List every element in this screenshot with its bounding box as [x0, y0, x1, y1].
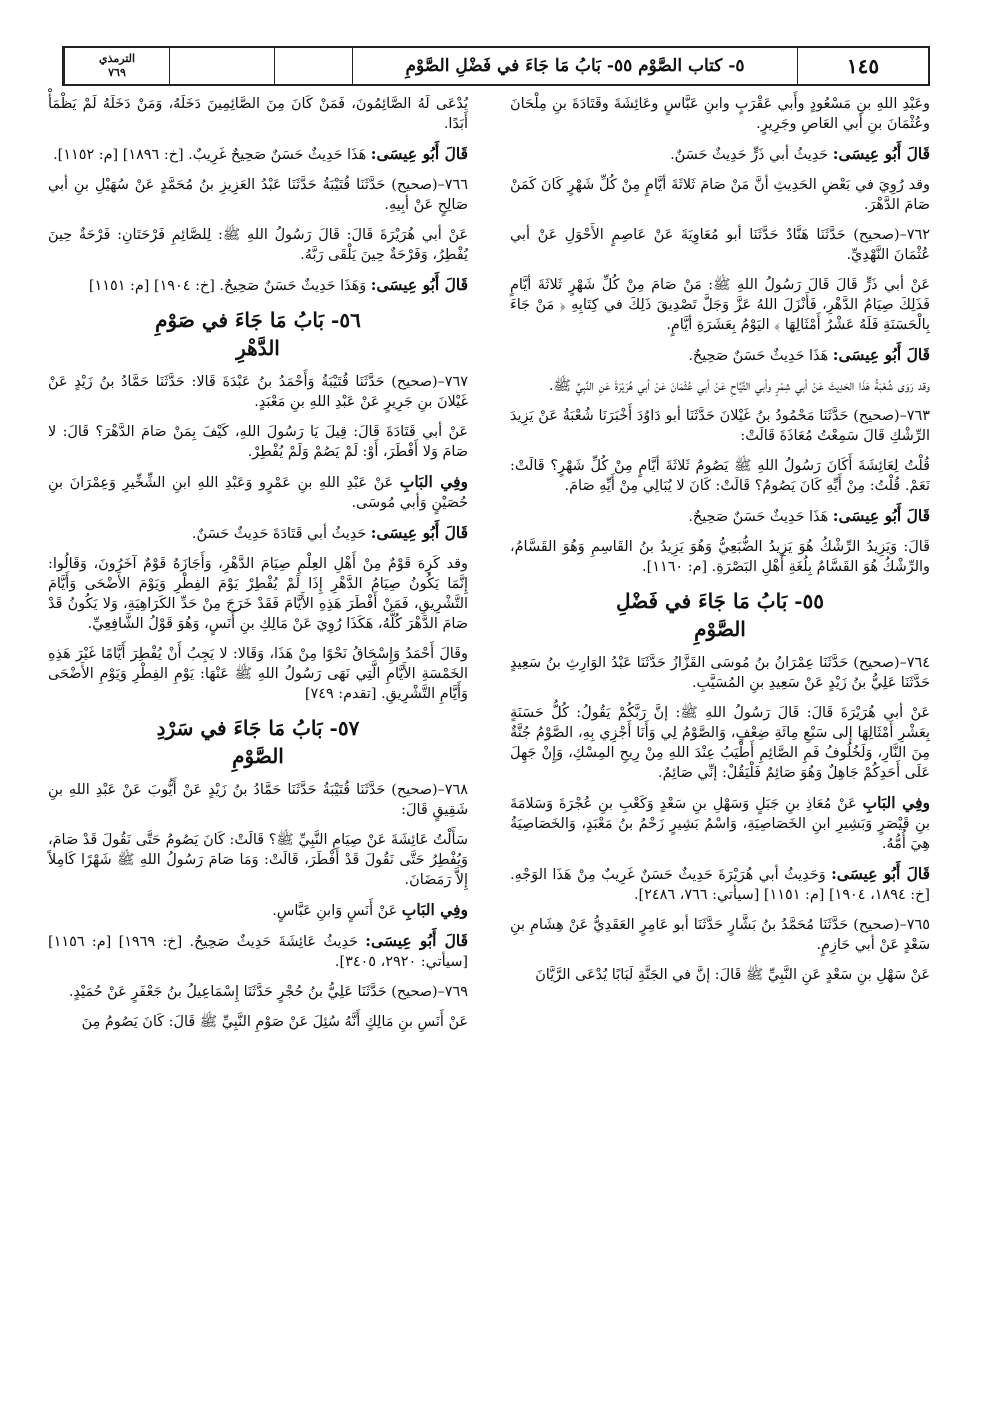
- paragraph-text: ٧٦٤–(صحيح) حَدَّثَنَا عِمْرَانُ بنُ مُوسَى القَزَّازُ حَدَّثَنَا عَبْدُ الوَارِثِ بنُ سَعِيدٍ حَدَّثَنَا عَلِيُّ بنُ زَيْدٍ عَنْ سَعِيدِ بنِ المُسَيَّبِ.: [510, 655, 930, 691]
- paragraph-text: وقد رُوِيَ في بَعْضِ الحَدِيثِ أنَّ مَنْ صَامَ ثَلاثَةَ أيَّامٍ مِنْ كُلِّ شَهْرٍ كَانَ كَمَنْ صَامَ الدَّهْرَ.: [510, 177, 930, 213]
- text-paragraph: [48, 144, 468, 165]
- paragraph-text: عَنْ أبي هُرَيْرَةَ قَالَ: قَالَ رَسُولُ اللهِ ﷺ: لِلصَّائِمِ فَرْحَتَانِ: فَرْحَةٌ حِينَ يُفْطِرُ، وَفَرْحَةٌ حِينَ يَلْقَى رَبَّهُ.: [48, 227, 468, 263]
- paragraph-text: عَنْ أبي قَتَادَةَ قَالَ: قِيلَ يَا رَسُولَ اللهِ، كَيْفَ بِمَنْ صَامَ الدَّهْرَ؟ قَالَ: لا صَامَ وَلا أَفْطَرَ، أَوْ: لَمْ يَصُمْ وَلَمْ يُفْطِرْ.: [48, 424, 468, 460]
- text-paragraph: [510, 144, 930, 165]
- keyword-label: وفِي البَابِ: [401, 900, 468, 919]
- paragraph-text: وَحَدِيثُ أبي هُرَيْرَةَ حَدِيثٌ حَسَنٌ غَرِيبٌ مِنْ هَذَا الوَجْهِ. [خ: ١٨٩٤، ١٩٠٤] [م: ١١٥١] [سيأتي: ٧٦٦، ٢٤٨٦].: [510, 867, 930, 903]
- text-paragraph: [48, 275, 468, 296]
- paragraph-text: ٧٦٢–(صحيح) حَدَّثَنَا هَنَّادٌ حَدَّثَنَا أبو مُعَاوِيَةَ عَنْ عَاصِمٍ الأَحْوَلِ عَنْ أبي عُثْمَانَ النَّهْدِيِّ.: [510, 227, 930, 263]
- chapter-heading: [48, 306, 468, 362]
- chapter-heading-line: الدَّهْرِ: [236, 336, 280, 360]
- volume-number: ٧٦٩: [108, 66, 126, 79]
- paragraph-text: ٧٦٨–(صحيح) حَدَّثَنَا قُتَيْبَةُ حَدَّثَنَا حَمَّادُ بنُ زَيْدٍ عَنْ أَيُّوبَ عَنْ عَبْدِ اللهِ بنِ شَقِيقٍ قَالَ:: [48, 782, 468, 818]
- keyword-label: قَالَ أَبُو عِيسَى:: [832, 506, 930, 525]
- chapter-heading-line: ٥٥- بَابُ مَا جَاءَ في فَضْلِ: [615, 589, 825, 613]
- text-paragraph: [48, 94, 468, 134]
- paragraph-text: عَنْ أَنَسٍ وَابنِ عَبَّاسٍ.: [272, 903, 402, 919]
- text-paragraph: [510, 225, 930, 265]
- paragraph-text: عَنْ عَبْدِ اللهِ بنِ عَمْرٍو وَعَبْدِ اللهِ ابنِ الشِّخِّيرِ وَعِمْرَانَ بنِ حُصَيْنٍ وَأبي مُوسَى.: [48, 475, 468, 511]
- chapter-heading: [510, 587, 930, 643]
- text-paragraph: [510, 175, 930, 215]
- text-paragraph: [48, 1012, 468, 1032]
- paragraph-text: وقَالَ أَحْمَدُ وَإِسْحَاقُ نَحْوًا مِنْ هَذَا، وَقَالا: لا يَجِبُ أَنْ يُفْطِرَ أَيَّامًا غَيْرَ هَذِهِ الخَمْسَةِ الأَيَّامِ الَّتِي نَهَى رَسُولُ اللهِ ﷺ عَنْهَا: يَوْمِ الفِطْرِ وَيَوْمِ الأَضْحَى وَأَيَّامِ التَّشْرِيقِ. [تقدم: ٧٤٩]: [48, 646, 468, 702]
- running-header: [62, 46, 930, 86]
- text-paragraph: [48, 982, 468, 1002]
- text-paragraph: [510, 653, 930, 693]
- text-paragraph: [48, 175, 468, 215]
- header-empty-cell: [169, 48, 274, 84]
- text-paragraph: [48, 931, 468, 972]
- paragraph-text: ٧٦٣–(صحيح) حَدَّثَنَا مَحْمُودُ بنُ غَيْلانَ حَدَّثَنَا أبو دَاوُدَ أَخْبَرَنَا شُعْبَةُ عَنْ يَزِيدَ الرِّشْكِ قَالَ سَمِعْتُ مُعَاذَةَ قَالَتْ:: [510, 408, 930, 444]
- paragraph-text: هَذَا حَدِيثٌ حَسَنٌ صَحِيحٌ غَرِيبٌ. [خ: ١٨٩٦] [م: ١١٥٢].: [53, 147, 371, 163]
- text-paragraph: [48, 830, 468, 890]
- text-paragraph: [48, 554, 468, 634]
- text-paragraph: [48, 472, 468, 513]
- paragraph-text: ٧٦٥–(صحيح) حَدَّثَنَا مُحَمَّدُ بنُ بَشَّارٍ حَدَّثَنَا أبو عَامِرٍ العَقَدِيُّ عَنْ هِشَامِ بنِ سَعْدٍ عَنْ أبي حَازِمٍ.: [510, 917, 930, 953]
- paragraph-text: عَنْ أَنَسِ بنِ مَالِكٍ أَنَّهُ سُئِلَ عَنْ صَوْمِ النَّبِيِّ ﷺ قَالَ: كَانَ يَصُومُ مِنَ: [81, 1014, 468, 1030]
- keyword-label: وفِي البَابِ: [399, 472, 469, 491]
- paragraph-text: يُدْعَى لَهُ الصَّائِمُونَ، فَمَنْ كَانَ مِنَ الصَّائِمِينَ دَخَلَهُ، وَمَنْ دَخَلَهُ لَمْ يَظْمَأْ أَبَدًا.: [48, 96, 468, 132]
- text-paragraph: [48, 372, 468, 412]
- keyword-label: قَالَ أَبُو عِيسَى:: [832, 345, 930, 364]
- keyword-label: قَالَ أَبُو عِيسَى:: [370, 275, 468, 294]
- paragraph-text: وعَبْدِ اللهِ بنِ مَسْعُودٍ وأَبي عَقْرَبٍ وابنِ عَبَّاسٍ وعَائِشَةَ وقَتَادَةَ بنِ مِلْحَانَ وعُثْمَانَ بنِ أبي العَاصِ وجَرِيرٍ.: [510, 96, 930, 132]
- keyword-label: قَالَ أَبُو عِيسَى:: [365, 931, 468, 950]
- chapter-heading-line: ٥٧- بَابُ مَا جَاءَ في سَرْدِ: [156, 716, 360, 740]
- text-paragraph: [510, 506, 930, 527]
- text-paragraph: [48, 900, 468, 921]
- text-paragraph: [48, 523, 468, 544]
- header-empty-cell: [274, 48, 352, 84]
- paragraph-text: عَنْ أبي هُرَيْرَةَ قَالَ: قَالَ رَسُولُ اللهِ ﷺ: إنَّ رَبَّكُمْ يَقُولُ: كُلُّ حَسَنَةٍ بِعَشْرِ أَمْثَالِهَا إلى سَبْعِ مِائَةِ ضِعْفٍ، وَالصَّوْمُ لِي وَأَنَا أَجْزِي بِهِ، الصَّوْمُ جُنَّةٌ مِنَ النَّارِ، وَلَخُلُوفُ فَمِ الصَّائِمِ أَطْيَبُ عِنْدَ اللهِ مِنْ رِيحِ المِسْكِ، وَإِنْ جَهِلَ عَلَى أَحَدِكُمْ جَاهِلٌ وَهُوَ صَائِمٌ فَلْيَقُلْ: إنِّي صَائِمٌ.: [510, 705, 930, 781]
- text-paragraph: [510, 456, 930, 496]
- text-paragraph: [510, 915, 930, 955]
- paragraph-text: حَدِيثُ أبي ذَرٍّ حَدِيثٌ حَسَنٌ.: [670, 147, 833, 163]
- paragraph-text: عَنْ مُعَاذِ بنِ جَبَلٍ وَسَهْلِ بنِ سَعْدٍ وَكَعْبِ بنِ عُجْرَةَ وَسَلامَةَ بنِ قَيْصَرٍ وَبَشِيرِ ابنِ الخَصَاصِيَةِ، وَاسْمُ بَشِيرٍ زَحْمُ بنُ مَعْبَدٍ، وَالخَصَاصِيَةُ هِيَ أُمُّهُ.: [510, 796, 930, 852]
- chapter-heading-line: الصَّوْمِ: [232, 744, 284, 768]
- paragraph-text: عَنْ أبي ذَرٍّ قَالَ قَالَ رَسُولُ اللهِ ﷺ: مَنْ صَامَ مِنْ كُلِّ شَهْرٍ ثَلاثَةَ أيَّامٍ فَذَلِكَ صِيَامُ الدَّهْرِ، فَأَنْزَلَ اللهُ عَزَّ وَجَلَّ تَصْدِيقَ ذَلِكَ في كِتَابِهِ ﴿ مَنْ جَاءَ بِالْحَسَنَةِ فَلَهُ عَشْرُ أَمْثَالِهَا ﴾ اليَوْمُ بِعَشَرَةِ أيَّامٍ.: [510, 277, 930, 333]
- paragraph-text: ٧٦٩–(صحيح) حَدَّثَنَا عَلِيُّ بنُ حُجْرٍ حَدَّثَنَا إِسْمَاعِيلُ بنُ جَعْفَرٍ عَنْ حُمَيْدٍ.: [68, 984, 468, 1000]
- text-paragraph: [510, 345, 930, 366]
- paragraph-text: عَنْ سَهْلِ بنِ سَعْدٍ عَنِ النَّبِيِّ ﷺ قَالَ: إنَّ في الجَنَّةِ لَبَابًا يُدْعَى الرَّيَّانَ: [535, 967, 930, 983]
- text-paragraph: [510, 275, 930, 335]
- paragraph-text: ٧٦٦–(صحيح) حَدَّثَنَا قُتَيْبَةُ حَدَّثَنَا عَبْدُ العَزِيزِ بنُ مُحَمَّدٍ عَنْ سُهَيْلِ بنِ أبي صَالِحٍ عَنْ أبِيهِ.: [48, 177, 468, 213]
- text-paragraph: [510, 537, 930, 577]
- text-paragraph: [510, 406, 930, 446]
- book-name: الترمذي: [98, 52, 136, 65]
- text-paragraph: [510, 376, 930, 396]
- left-column: [48, 94, 468, 1042]
- text-paragraph: [510, 793, 930, 854]
- paragraph-text: سَأَلْتُ عَائِشَةَ عَنْ صِيَامِ النَّبِيِّ ﷺ؟ قَالَتْ: كَانَ يَصُومُ حَتَّى نَقُولَ قَدْ صَامَ، وَيُفْطِرُ حَتَّى نَقُولَ قَدْ أَفْطَرَ، قَالَتْ: وَمَا صَامَ رَسُولُ اللهِ ﷺ شَهْرًا كَامِلاً إِلاَّ رَمَضَانَ.: [48, 832, 468, 888]
- paragraph-text: وَهَذَا حَدِيثٌ حَسَنٌ صَحِيحٌ. [خ: ١٩٠٤] [م: ١١٥١]: [88, 278, 371, 294]
- paragraph-text: وقد كَرِهَ قَوْمٌ مِنْ أَهْلِ العِلْمِ صِيَامَ الدَّهْرِ، وَأَجَازَهُ قَوْمٌ آخَرُونَ، وَقَالُوا: إِنَّمَا يَكُونُ صِيَامُ الدَّهْرِ إِذَا لَمْ يُفْطِرْ يَوْمَ الفِطْرِ وَيَوْمَ الأَضْحَى وَأَيَّامَ التَّشْرِيقِ، فَمَنْ أَفْطَرَ هَذِهِ الأَيَّامَ فَقَدْ خَرَجَ مِنْ حَدِّ الكَرَاهِيَةِ، وَلا يَكُونُ قَدْ صَامَ الدَّهْرَ كُلَّهُ، هَكَذَا رُوِيَ عَنْ مَالِكِ بنِ أَنَسٍ، وَهُوَ قَوْلُ الشَّافِعِيِّ.: [48, 556, 468, 632]
- chapter-heading: [48, 714, 468, 770]
- keyword-label: قَالَ أَبُو عِيسَى:: [831, 864, 930, 883]
- text-paragraph: [48, 780, 468, 820]
- text-paragraph: [510, 965, 930, 985]
- chapter-heading-line: الصَّوْمِ: [694, 617, 746, 641]
- text-paragraph: [48, 422, 468, 462]
- paragraph-text: وقد رَوَى شُعْبَةُ هَذَا الحَدِيثَ عَنْ أبي شِمْرٍ وأبي التَّيَّاحِ عَنْ أبي عُثْمَانَ عَنْ أبي هُرَيْرَةَ عَنِ النَّبِيِّ ﷺ.: [548, 378, 930, 394]
- keyword-label: وفِي البَابِ: [862, 793, 930, 812]
- book-reference: [64, 48, 169, 84]
- text-paragraph: [48, 225, 468, 265]
- keyword-label: قَالَ أَبُو عِيسَى:: [370, 523, 468, 542]
- text-paragraph: [510, 864, 930, 905]
- keyword-label: قَالَ أَبُو عِيسَى:: [832, 144, 930, 163]
- paragraph-text: هَذَا حَدِيثٌ حَسَنٌ صَحِيحٌ.: [688, 509, 833, 525]
- chapter-heading-line: ٥٦- بَابُ مَا جَاءَ في صَوْمِ: [155, 308, 361, 332]
- keyword-label: قَالَ أَبُو عِيسَى:: [370, 144, 468, 163]
- right-column: [510, 94, 930, 995]
- paragraph-text: قَالَ: وَيَزِيدُ الرِّشْكُ هُوَ يَزِيدُ الضُّبَعِيُّ وَهُوَ يَزِيدُ بنُ القَاسِمِ وَهُوَ القَسَّامُ، والرِّشْكُ هُوَ القَسَّامُ بِلُغَةِ أَهْلِ البَصْرَةِ. [م: ١١٦٠].: [510, 539, 930, 575]
- paragraph-text: قُلْتُ لِعَائِشَةَ أَكَانَ رَسُولُ اللهِ ﷺ يَصُومُ ثَلاثَةَ أيَّامٍ مِنْ كُلِّ شَهْرٍ؟ قَالَتْ: نَعَمْ. قُلْتُ: مِنْ أَيِّهِ كَانَ يَصُومُ؟ قَالَتْ: كَانَ لا يُبَالِي مِنْ أَيِّهِ صَامَ.: [510, 458, 930, 494]
- text-paragraph: [48, 644, 468, 704]
- running-title: ٥- كتاب الصَّوْم ٥٥- بَابُ مَا جَاءَ في فَضْلِ الصَّوْمِ: [352, 48, 797, 84]
- paragraph-text: ٧٦٧–(صحيح) حَدَّثَنَا قُتَيْبَةُ وَأَحْمَدُ بنُ عَبْدَةَ قَالا: حَدَّثَنَا حَمَّادُ بنُ زَيْدٍ عَنْ غَيْلانَ بنِ جَرِيرٍ عَنْ عَبْدِ اللهِ بنِ مَعْبَدٍ.: [48, 374, 468, 410]
- paragraph-text: هَذَا حَدِيثٌ حَسَنٌ صَحِيحٌ.: [688, 348, 833, 364]
- paragraph-text: حَدِيثُ أبي قَتَادَةَ حَدِيثٌ حَسَنٌ.: [191, 526, 371, 542]
- text-paragraph: [510, 94, 930, 134]
- text-paragraph: [510, 703, 930, 783]
- page-number: ١٤٥: [797, 48, 928, 84]
- paragraph-text: حَدِيثُ عَائِشَةَ حَدِيثٌ صَحِيحٌ. [خ: ١٩٦٩] [م: ١١٥٦] [سيأتي: ٢٩٢٠، ٣٤٠٥].: [48, 934, 468, 970]
